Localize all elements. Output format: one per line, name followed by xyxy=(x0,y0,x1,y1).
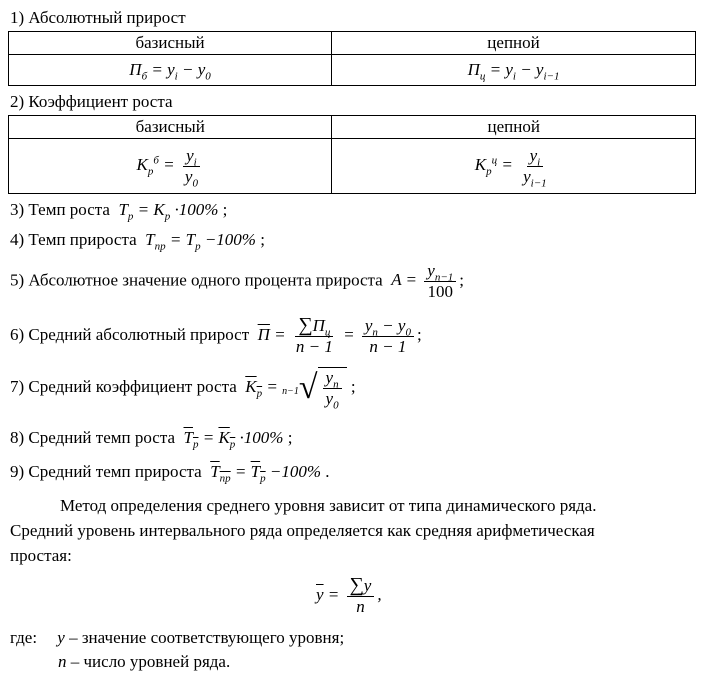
item-9-label: 9) Средний темп прироста xyxy=(10,462,202,481)
legend-y xyxy=(10,627,344,649)
paragraph-line-1: Метод определения среднего уровня зависит от типа динамического ряда. xyxy=(60,496,597,515)
table2-header-base: базисный xyxy=(9,116,332,139)
item-3: 3) Темп роста $T_p = K_p \cdot 100\%$ ; xyxy=(10,200,228,223)
formula-base-coefficient: $K_p^б$ = $\frac{y_i}{y_0}$ xyxy=(9,139,332,194)
item-6: 6) Средний абсолютный прирост П = $\frac{\sum П_ц}{n - 1}$ = $\frac{y_n - y_0}{n - 1}$ ; xyxy=(10,314,422,356)
item-4-label: 4) Темп прироста xyxy=(10,230,137,249)
item-7-label: 7) Средний коэффициент роста xyxy=(10,376,237,396)
legend-n-desc: – число уровней ряда. xyxy=(70,652,231,671)
paragraph-line-2: Средний уровень интервального ряда определяется как средняя арифметическая xyxy=(10,521,595,540)
absolute-increase-table xyxy=(8,31,696,86)
formula-mean-level: $\overline{y}$ = $\frac{\sum y}{n}$ , xyxy=(316,574,382,616)
formula-chain-coefficient: $K_p^ц$ = $\frac{y_i}{y_{i-1}}$ xyxy=(332,139,696,194)
item-3-label: 3) Темп роста xyxy=(10,200,110,219)
formula-increase-rate: $T_{пр} = T_p -100\%$ xyxy=(140,230,256,253)
paragraph-line-3: простая: xyxy=(10,546,72,565)
table1-header-chain: цепной xyxy=(332,32,696,55)
growth-coefficient-table xyxy=(8,115,696,194)
formula-mean-coefficient: $K_p$ = n−1 √ $\frac{y_n}{y_0}$ xyxy=(241,377,347,396)
legend-where: где: xyxy=(10,628,38,647)
item-8: 8) Средний темп роста $T_p = K_p \cdot 100\%$ ; xyxy=(10,428,293,451)
formula-mean-growth-rate: $T_p = K_p \cdot 100\%$ xyxy=(183,428,284,451)
item-5: 5) Абсолютное значение одного процента прироста A = $\frac{y_{n-1}}{100}$ ; xyxy=(10,261,465,301)
formula-chain-increase: $П_ц = y_i - y_{i-1}$ xyxy=(332,55,696,86)
formula-growth-rate: $T_p = K_p \cdot 100\%$ xyxy=(114,200,219,223)
formula-mean-increase-rate: $T_{пр} = T_p -100\%$ xyxy=(210,462,322,485)
item-4: 4) Темп прироста $T_{пр} = T_p -100\%$ ; xyxy=(10,230,265,253)
explanation-paragraph xyxy=(10,493,696,568)
legend-y-desc: – значение соответствующего уровня; xyxy=(69,628,345,647)
item-2-title: 2) Коэффициент роста xyxy=(10,92,173,111)
legend-n xyxy=(58,651,230,673)
item-7: 7) Средний коэффициент роста $K_p$ = n−1 √ $\frac{y_n}{y_0}$ ; xyxy=(10,368,356,412)
item-9: 9) Средний темп прироста $T_{пр} = T_p -100\%$ . xyxy=(10,462,330,485)
formula-base-increase: $П_б = y_i - y_0$ xyxy=(9,55,332,86)
item-6-label: 6) Средний абсолютный прирост xyxy=(10,324,250,344)
formula-mean-increase: П = $\frac{\sum П_ц}{n - 1}$ = $\frac{y_n - y_0}{n - 1}$ xyxy=(253,325,417,344)
formula-one-percent: A = $\frac{y_{n-1}}{100}$ xyxy=(387,270,459,289)
table1-header-base: базисный xyxy=(9,32,332,55)
item-1-title: 1) Абсолютный прирост xyxy=(10,8,186,27)
item-8-label: 8) Средний темп роста xyxy=(10,428,175,447)
item-5-label: 5) Абсолютное значение одного процента прироста xyxy=(10,270,383,290)
table2-header-chain: цепной xyxy=(332,116,696,139)
legend-y-symbol: y xyxy=(57,628,65,647)
legend-n-symbol: n xyxy=(58,652,67,671)
